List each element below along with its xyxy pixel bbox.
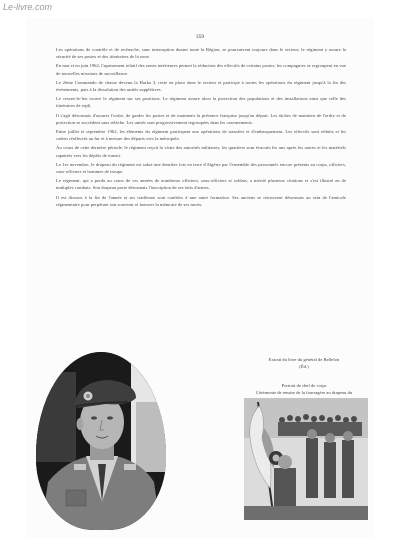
photo-caption: Cérémonie de remise de la fourragère au drapeau du (255, 390, 353, 395)
officer-portrait-image (36, 352, 166, 530)
paragraph: En mai et en juin 1962, l'apaisement relatif des zones intérieures permet la réduction des effectifs de certains postes; les compagnies se regroupent en vue de nouvelles missions de surveillance. (56, 63, 346, 76)
paragraph: Il s'agit désormais d'assurer l'ordre, de garder les postes et de maintenir la présence française jusqu'au départ. Les tâches de maintien de l'ordre et de protection se succèdent sans relâche. Les unités sont progressivement regroupées dans les casernements. (56, 112, 346, 125)
paragraph: Il est dissous à la fin de l'année et ses traditions sont confiées à une autre formation. Ses anciens se retrouvent désormais au sein de l'amicale régimentaire pour perpétuer son souvenir et honorer la mémoire de ses morts. (56, 194, 346, 207)
book-page (26, 18, 374, 538)
caption-attribution-detail: (Éd.) (299, 364, 309, 369)
paragraph: Les opérations de contrôle et de recherche, sans interruption durant toute la Région, se poursuivent toujours dans le secteur; le régiment y assure la sécurité de ses postes et des itinéraires de la zone. (56, 47, 346, 60)
caption-attribution: Extrait du livre du général de Bellefon (268, 357, 340, 362)
paragraph: Le régiment, qui a perdu au cours de ces années de nombreux officiers, sous-officiers et soldats, a mérité plusieurs citations et s'est illustré en de multiples combats. Son drapeau porte désormais l'inscription de ses faits d'armes. (56, 178, 346, 191)
paragraph: Le cessez-le-feu trouve le régiment sur ses positions. Le régiment assure alors la protection des populations et des installations ainsi que celle des itinéraires de repli. (56, 96, 346, 109)
officer-portrait-photo (36, 352, 166, 530)
site-watermark: Le-livre.com (3, 2, 53, 12)
officer-name: Portrait de chef de corps (281, 383, 327, 388)
flag-ceremony-photo (244, 398, 368, 520)
paragraph: Le 1er novembre, le drapeau du régiment est salué une dernière fois en terre d'Algérie par l'ensemble des personnels encore présents au corps, officiers, sous-officiers et hommes de troupe. (56, 161, 346, 175)
paragraph: Au cours de cette dernière période, le régiment reçoit la visite des autorités militaires; les quartiers sont évacués les uns après les autres et les matériels rapatriés vers les dépôts de transit. (56, 145, 346, 158)
caption-block (252, 356, 356, 403)
paragraph: Entre juillet et septembre 1962, les éléments du régiment participent aux opérations de transfert et d'embarquement. Les effectifs sont réduits et les cadres réaffectés au fur et à mesure des départs vers la métropole. (56, 129, 346, 142)
body-text (56, 46, 346, 210)
flag-ceremony-image (244, 398, 368, 520)
page-number: 359 (195, 34, 205, 40)
paragraph: Le 2ème Commando de chasse devenu la Harka 3, reste en place dans le secteur et participe à toutes les opérations du régiment jusqu'à la fin des événements, puis à la dissolution des unités supplétives. (56, 79, 346, 93)
